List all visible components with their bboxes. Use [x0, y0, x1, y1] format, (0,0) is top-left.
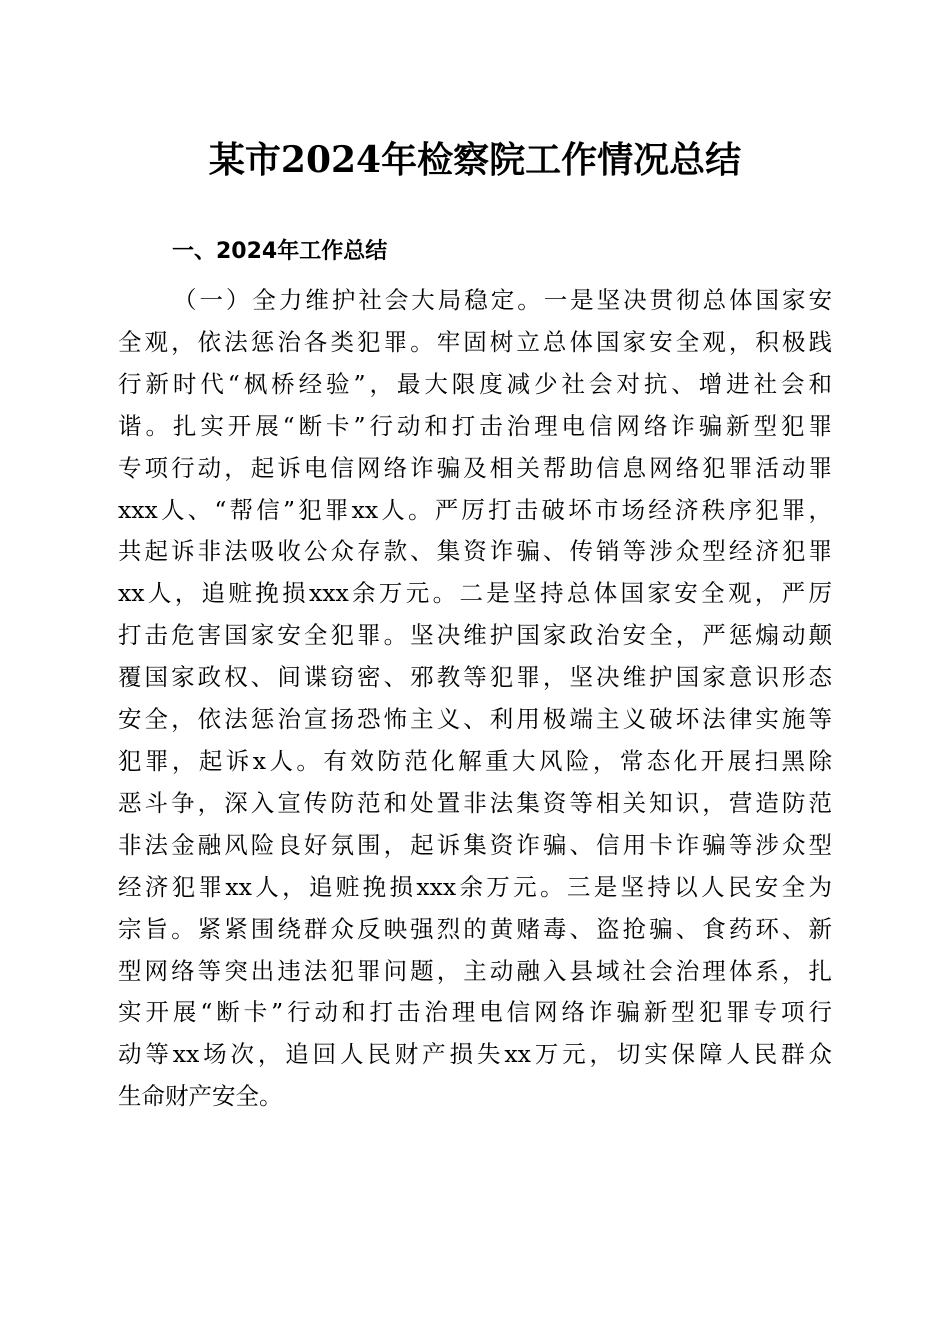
paragraph-line: 安全，依法惩治宣扬恐怖主义、利用极端主义破坏法律实施等: [118, 705, 832, 734]
body-paragraph: [118, 280, 832, 1118]
paragraph-line: xx人，追赃挽损xxx余万元。二是坚持总体国家安全观，严厉: [118, 579, 832, 608]
paragraph-line: 型网络等突出违法犯罪问题，主动融入县域社会治理体系，扎: [118, 956, 832, 985]
paragraph-line: 宗旨。紧紧围绕群众反映强烈的黄赌毒、盗抢骗、食药环、新: [118, 914, 832, 943]
document-title: 某市2024年检察院工作情况总结: [208, 139, 742, 181]
paragraph-line: 动等xx场次，追回人民财产损失xx万元，切实保障人民群众: [118, 1040, 832, 1069]
paragraph-line: 专项行动，起诉电信网络诈骗及相关帮助信息网络犯罪活动罪: [118, 453, 832, 482]
section-heading: 一、2024年工作总结: [172, 239, 388, 264]
paragraph-line: 全观，依法惩治各类犯罪。牢固树立总体国家安全观，积极践: [118, 327, 832, 356]
paragraph-line: 共起诉非法吸收公众存款、集资诈骗、传销等涉众型经济犯罪: [118, 537, 832, 566]
paragraph-line: 经济犯罪xx人，追赃挽损xxx余万元。三是坚持以人民安全为: [118, 872, 832, 901]
paragraph-line: 非法金融风险良好氛围，起诉集资诈骗、信用卡诈骗等涉众型: [118, 830, 832, 859]
paragraph-line: 打击危害国家安全犯罪。坚决维护国家政治安全，严惩煽动颠: [118, 621, 832, 650]
paragraph-line: 犯罪，起诉x人。有效防范化解重大风险，常态化开展扫黑除: [118, 746, 832, 775]
paragraph-line: 谐。扎实开展“断卡”行动和打击治理电信网络诈骗新型犯罪: [118, 411, 832, 440]
paragraph-line: 实开展“断卡”行动和打击治理电信网络诈骗新型犯罪专项行: [118, 998, 832, 1027]
paragraph-line: 生命财产安全。: [118, 1082, 283, 1111]
paragraph-line: xxx人、“帮信”犯罪xx人。严厉打击破坏市场经济秩序犯罪，: [118, 495, 832, 524]
paragraph-line: （一）全力维护社会大局稳定。一是坚决贯彻总体国家安: [173, 286, 832, 314]
paragraph-line: 行新时代“枫桥经验”，最大限度减少社会对抗、增进社会和: [118, 369, 832, 398]
paragraph-line: 恶斗争，深入宣传防范和处置非法集资等相关知识，营造防范: [118, 788, 832, 817]
paragraph-line: 覆国家政权、间谍窃密、邪教等犯罪，坚决维护国家意识形态: [118, 663, 832, 692]
